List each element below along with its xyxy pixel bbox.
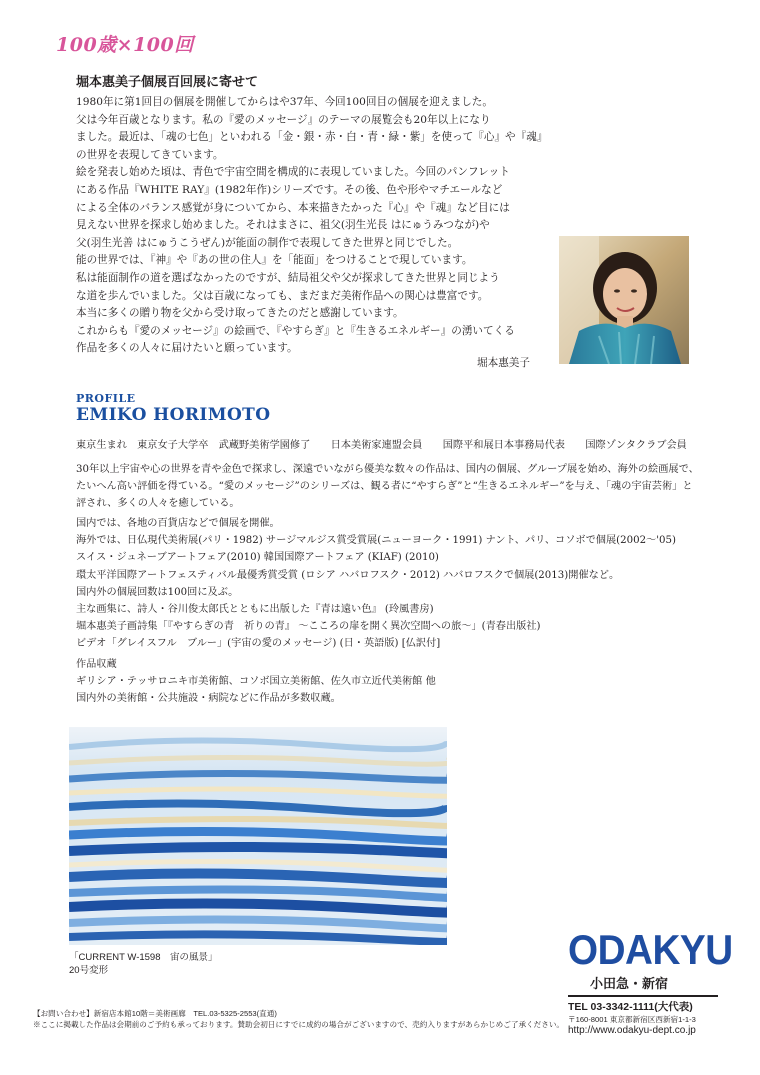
essay-line: 私は能面制作の道を選ばなかったのですが、結局祖父や父が探求してきた世界と同じよう — [76, 271, 500, 284]
exhibit-line: 国内では、各地の百貨店などで個展を開催。 — [76, 518, 280, 529]
footer-notes — [33, 1008, 564, 1030]
profile-books — [76, 601, 696, 653]
artwork-caption — [69, 951, 218, 977]
essay-line: ました。最近は、「魂の七色」といわれる「金・銀・赤・白・青・緑・紫」を使って『心』や『魂』 — [76, 131, 548, 144]
summary-line: 評され、多くの人々を癒している。 — [76, 498, 240, 510]
divider — [568, 995, 718, 997]
book-line: 主な画集に、詩人・谷川俊太郎氏とともに出版した『青は遠い色』 (玲風書房) — [76, 604, 434, 615]
essay-title: 堀本惠美子個展百回展に寄せて — [76, 75, 259, 90]
profile-summary — [76, 461, 699, 513]
exhibit-line: スイス・ジュネーブアートフェア(2010) 韓国国際アートフェア (KIAF) (2010) — [76, 552, 439, 564]
essay-line: な道を歩んでいました。父は百歳になっても、まだまだ美術作品への関心は豊富です。 — [76, 289, 489, 302]
essay-line: 1980年に第1回目の個展を開催してからはや37年、今回100回目の個展を迎えました。 — [76, 96, 493, 108]
odakyu-logo: ODAKYU — [568, 926, 733, 973]
artwork-size: 20号変形 — [69, 965, 109, 976]
essay-line: 能の世界では、『神』や『あの世の住人』を「能面」をつけることで現しています。 — [76, 254, 473, 267]
collection-line: ギリシア・テッサロニキ市美術館、コソボ国立美術館、佐久市立近代美術館 他 — [76, 676, 436, 688]
artwork-image — [69, 727, 447, 945]
profile-exhibitions — [76, 515, 696, 601]
store-branding — [568, 926, 733, 1036]
profile-label: PROFILE — [76, 392, 136, 405]
collection-line: 国内外の美術館・公共施設・病院などに作品が多数収蔵。 — [76, 693, 341, 705]
store-url[interactable]: http://www.odakyu-dept.co.jp — [568, 1024, 696, 1036]
book-line: ビデオ「グレイスフル ブルー」(宇宙の愛のメッセージ) (日・英語版) [仏訳付] — [76, 638, 441, 650]
contact-line: 【お問い合わせ】新宿店本館10階＝美術画廊 TEL.03-5325-2553(直通) — [33, 1009, 277, 1018]
essay-line: 絵を発表し始めた頃は、青色で宇宙空間を構成的に表現していました。今回のパンフレット — [76, 166, 510, 179]
artist-portrait — [559, 236, 689, 364]
essay-line: 父(羽生光善 はにゅうこうぜん)が能面の制作で表現してきた世界と同じでした。 — [76, 236, 459, 249]
bio-line: 東京生まれ 東京女子大学卒 武蔵野美術学園修了 日本美術家連盟会員 国際平和展日本事務局代表 国際ゾンタクラブ会員 — [76, 440, 687, 451]
essay-line: の世界を表現してきています。 — [76, 148, 224, 161]
page-title: 100歳×100回 — [56, 34, 194, 56]
essay-line: 作品を多くの人々に届けたいと願っています。 — [76, 342, 298, 355]
book-line: 堀本惠美子画詩集「『やすらぎの青 祈りの青』 〜こころの扉を開く異次空間への旅〜」(青春出版社) — [76, 621, 541, 633]
essay-signature: 堀本惠美子 — [477, 357, 530, 369]
summary-line: たいへん高い評価を得ている。“愛のメッセージ”のシリーズは、観る者に“やすらぎ”と“生きるエネルギー”を与え、「魂の宇宙芸術」と — [76, 481, 693, 493]
store-name: 小田急・新宿 — [590, 976, 669, 991]
essay-line: これからも『愛のメッセージ』の絵画で、『やすらぎ』と『生きるエネルギー』の湧いてくる — [76, 324, 515, 337]
profile-collections — [76, 656, 696, 708]
notice-line: ※ここに掲載した作品は会期前のご予約も承っております。賛助会初日にすでに成約の場合がございますので、売約入りますがあらかじめご了承ください。 — [33, 1020, 565, 1029]
essay-line: 本当に多くの贈り物を父から受け取ってきたのだと感謝しています。 — [76, 307, 404, 320]
essay-body — [76, 94, 548, 358]
store-address: 〒160-8001 東京都新宿区西新宿1-1-3 — [568, 1014, 696, 1024]
exhibit-line: 環太平洋国際アートフェスティバル最優秀賞受賞 (ロシア ハバロフスク・2012) ハバロフスクで個展(2013)開催など。 — [76, 569, 620, 581]
exhibit-line: 海外では、日仏現代美術展(パリ・1982) サージマルジス賞受賞展(ニューヨーク・1991) ナント、パリ、コソボで個展(2002〜'05) — [76, 535, 676, 547]
essay-line: 父は今年百歳となります。私の『愛のメッセージ』のテーマの展覧会も20年以上になり — [76, 113, 491, 126]
profile-name: EMIKO HORIMOTO — [76, 405, 271, 425]
collection-title: 作品収蔵 — [76, 659, 117, 670]
portrait-photo — [559, 236, 689, 364]
summary-line: 30年以上宇宙や心の世界を青や金色で探求し、深遠でいながら優美な数々の作品は、国内の個展、グループ展を始め、海外の絵画展で、 — [76, 464, 699, 475]
profile-bio — [76, 437, 696, 454]
artwork-title: 「CURRENT W-1598 宙の風景」 — [69, 952, 218, 963]
essay-line: による全体のバランス感覚が身についてから、本来描きたかった『心』や『魂』など目には — [76, 201, 510, 214]
exhibit-line: 国内外の個展回数は100回に及ぶ。 — [76, 586, 239, 598]
artwork-painting — [69, 727, 447, 945]
essay-line: にある作品『WHITE RAY』(1982年作)シリーズです。その後、色や形やマチエールなど — [76, 183, 503, 196]
essay-line: 見えない世界を探求し始めました。それはまさに、祖父(羽生光長 はにゅうみつなが)や — [76, 219, 490, 232]
store-phone: TEL 03-3342-1111(大代表) — [568, 1000, 693, 1013]
